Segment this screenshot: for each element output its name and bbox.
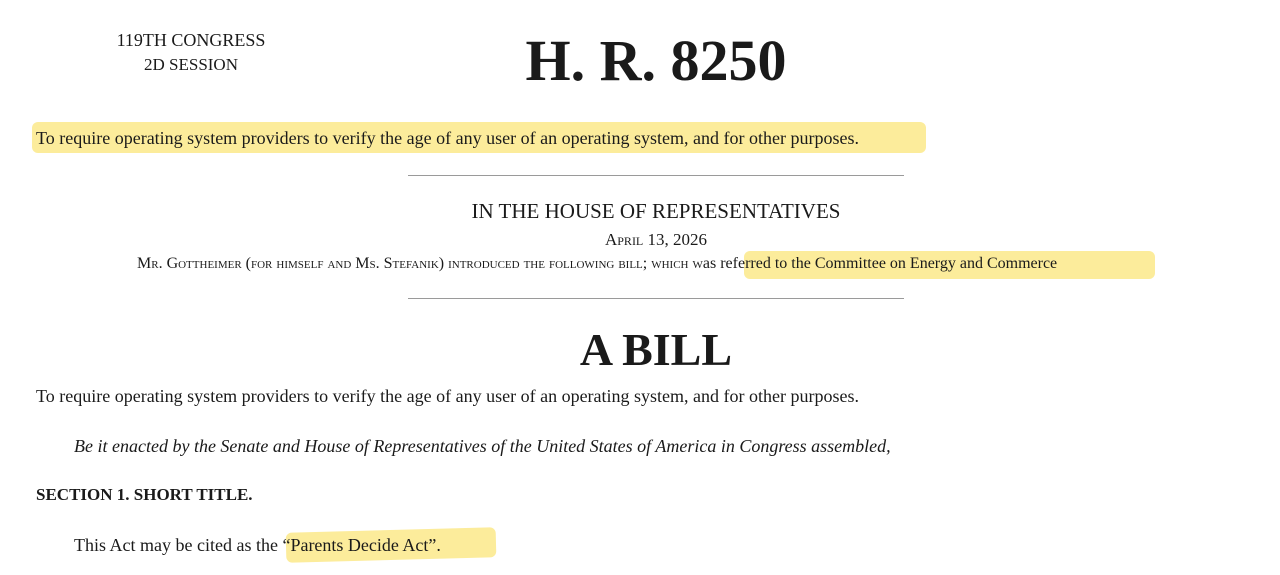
bill-number	[406, 28, 906, 94]
introduction-text: Mr. Gottheimer (for himself and Ms. Stefanik) introduced the following bill; which w	[137, 255, 703, 272]
bill-title	[406, 322, 906, 378]
committee-referral-text: as referred to the Committee on Energy and Commerce	[702, 255, 1058, 272]
section-1-heading-text: SECTION 1. SHORT TITLE.	[36, 485, 253, 504]
congress-text: 119TH CONGRESS	[116, 30, 266, 50]
short-title-line	[74, 535, 441, 556]
rule-bottom	[408, 298, 904, 299]
short-title-lead-text: This Act may be cited as the	[74, 535, 278, 555]
house-heading-text: IN THE HOUSE OF REPRESENTATIVES	[471, 199, 841, 223]
section-1-heading	[36, 485, 253, 505]
session-text: 2D SESSION	[144, 55, 238, 74]
bill-title-text: A BILL	[579, 324, 733, 375]
session-label	[96, 55, 286, 75]
introduction-line	[137, 255, 1057, 273]
short-title-name-text: “Parents Decide Act”.	[277, 535, 441, 555]
introduced-date-text: April 13, 2026	[604, 230, 708, 249]
purpose-top-text: To require operating system providers to verify the age of any user of an operating system, and for other purposes.	[36, 128, 859, 148]
enacting-clause-text: Be it enacted by the Senate and House of Representatives of the United States of America in Congress assembled,	[74, 436, 891, 456]
introduced-date	[406, 230, 906, 250]
bill-purpose-text: To require operating system providers to verify the age of any user of an operating system, and for other purposes.	[36, 386, 859, 406]
rule-top	[408, 175, 904, 176]
congress-label	[96, 30, 286, 51]
bill-purpose	[36, 386, 859, 407]
house-heading	[406, 199, 906, 224]
enacting-clause	[74, 436, 891, 457]
purpose-top	[36, 128, 859, 149]
bill-number-text: H. R. 8250	[525, 28, 787, 93]
